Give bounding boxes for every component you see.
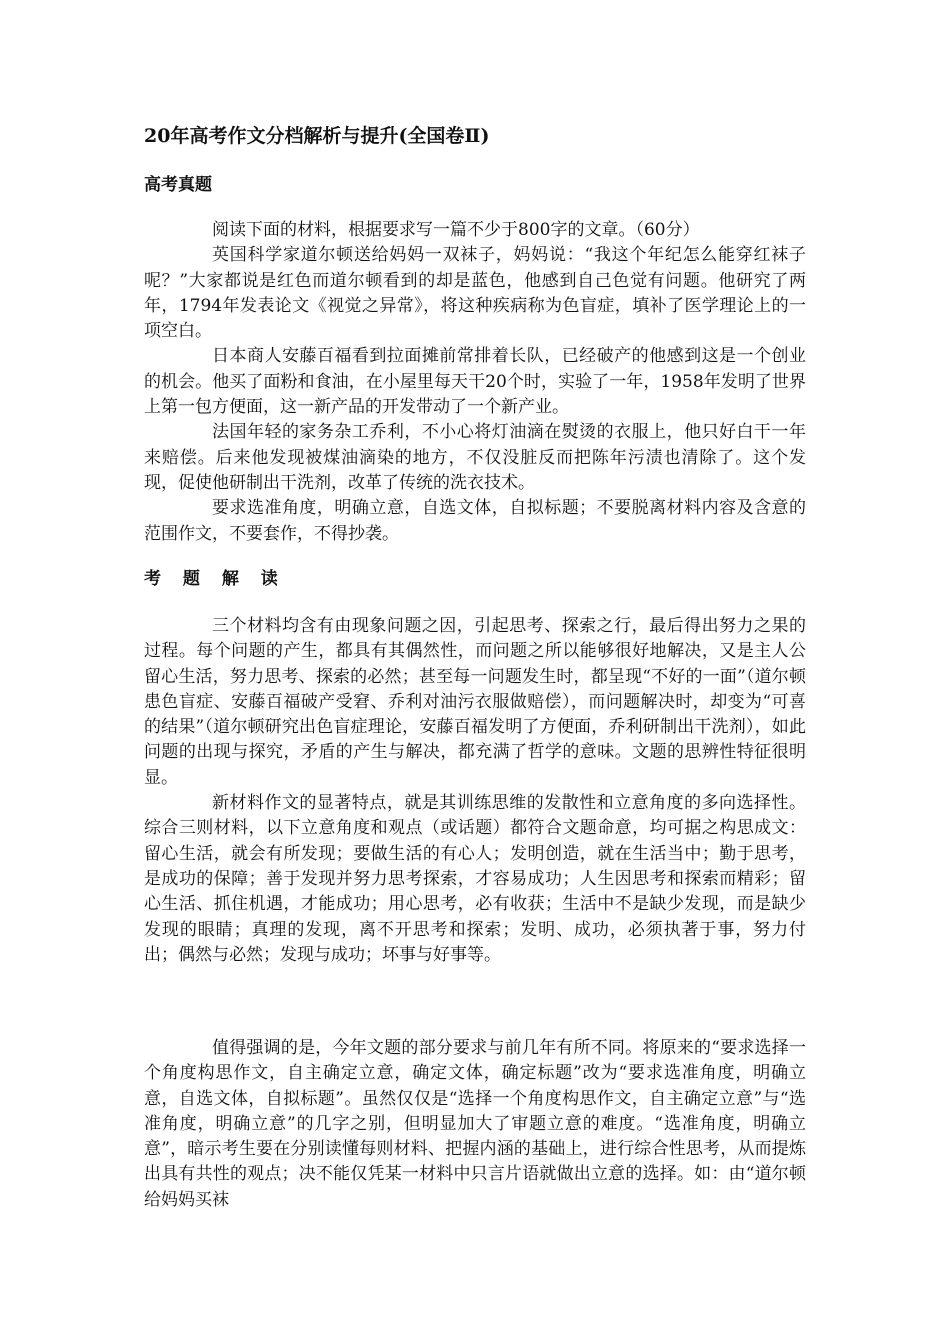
exam-material-section [144,218,806,547]
analysis-paragraph-3: 值得强调的是，今年文题的部分要求与前几年有所不同。将原来的“要求选择一个角度构思作文，自主确定立意，确定文体，确定标题”改为“要求选准角度，明确立意，自选文体，自拟标题”。虽然仅仅是“选择一个角度构思作文，自主确定立意”与“选准角度，明确立意”的几字之别，但明显加大了审题立意的难度。“选准角度，明确立意”，暗示考生要在分别读懂每则材料、把握内涵的基础上，进行综合性思考，从而提炼出具有共性的观点；决不能仅凭某一材料中只言片语就做出立意的选择。如：由“道尔顿给妈妈买袜 [144,1038,806,1210]
material-paragraph-dalton: 英国科学家道尔顿送给妈妈一双袜子，妈妈说：“我这个年纪怎么能穿红袜子呢？”大家都说是红色而道尔顿看到的却是蓝色，他感到自己色觉有问题。他研究了两年，1794年发表论文《视觉之异常》，将这种疾病称为色盲症，填补了医学理论上的一项空白。 [144,245,806,342]
analysis-paragraph-1: 三个材料均含有由现象问题之因，引起思考、探索之行，最后得出努力之果的过程。每个问题的产生，都具有其偶然性，而问题之所以能够很好地解决，又是主人公留心生活，努力思考、探索的必然；甚至每一问题发生时，都呈现“不好的一面”（道尔顿患色盲症、安藤百福破产受窘、乔利对油污衣服做赔偿），而问题解决时，却变为“可喜的结果”（道尔顿研究出色盲症理论，安藤百福发明了方便面，乔利研制出干洗剂），如此问题的出现与探究，矛盾的产生与解决，都充满了哲学的意味。文题的思辨性特征很明显。 [144,616,806,788]
analysis-paragraph-2: 新材料作文的显著特点，就是其训练思维的发散性和立意角度的多向选择性。综合三则材料，以下立意角度和观点（或话题）都符合文题命意，均可据之构思成文：留心生活，就会有所发现；要做生活的有心人；发明创造，就在生活当中；勤于思考，是成功的保障；善于发现并努力思考探索，才容易成功；人生因思考和探索而精彩；留心生活、抓住机遇，才能成功；用心思考，必有收获；生活中不是缺少发现，而是缺少发现的眼睛；真理的发现，离不开思考和探索；发明、成功，必须执著于事，努力付出；偶然与必然；发现与成功；坏事与好事等。 [144,793,806,965]
analysis-continued-section [144,1036,806,1213]
writing-requirements-paragraph: 要求选准角度，明确立意，自选文体，自拟标题；不要脱离材料内容及含意的范围作文，不要套作，不得抄袭。 [144,498,806,544]
analysis-section [144,614,806,968]
document-title: 20年高考作文分档解析与提升(全国卷Ⅱ) [144,125,490,147]
material-paragraph-joly: 法国年轻的家务杂工乔利，不小心将灯油滴在熨烫的衣服上，他只好白干一年来赔偿。后来他发现被煤油滴染的地方，不仅没脏反而把陈年污渍也清除了。这个发现，促使他研制出干洗剂，改革了传统的洗衣技术。 [144,422,806,493]
exam-instruction-paragraph: 阅读下面的材料，根据要求写一篇不少于800字的文章。（60分） [212,220,700,240]
section-heading-exam-question: 高考真题 [144,175,212,195]
section-heading-analysis: 考 题 解 读 [144,569,286,589]
material-paragraph-ando: 日本商人安藤百福看到拉面摊前常排着长队，已经破产的他感到这是一个创业的机会。他买了面粉和食油，在小屋里每天干20个时，实验了一年，1958年发明了世界上第一包方便面，这一新产品的开发带动了一个新产业。 [144,346,806,418]
